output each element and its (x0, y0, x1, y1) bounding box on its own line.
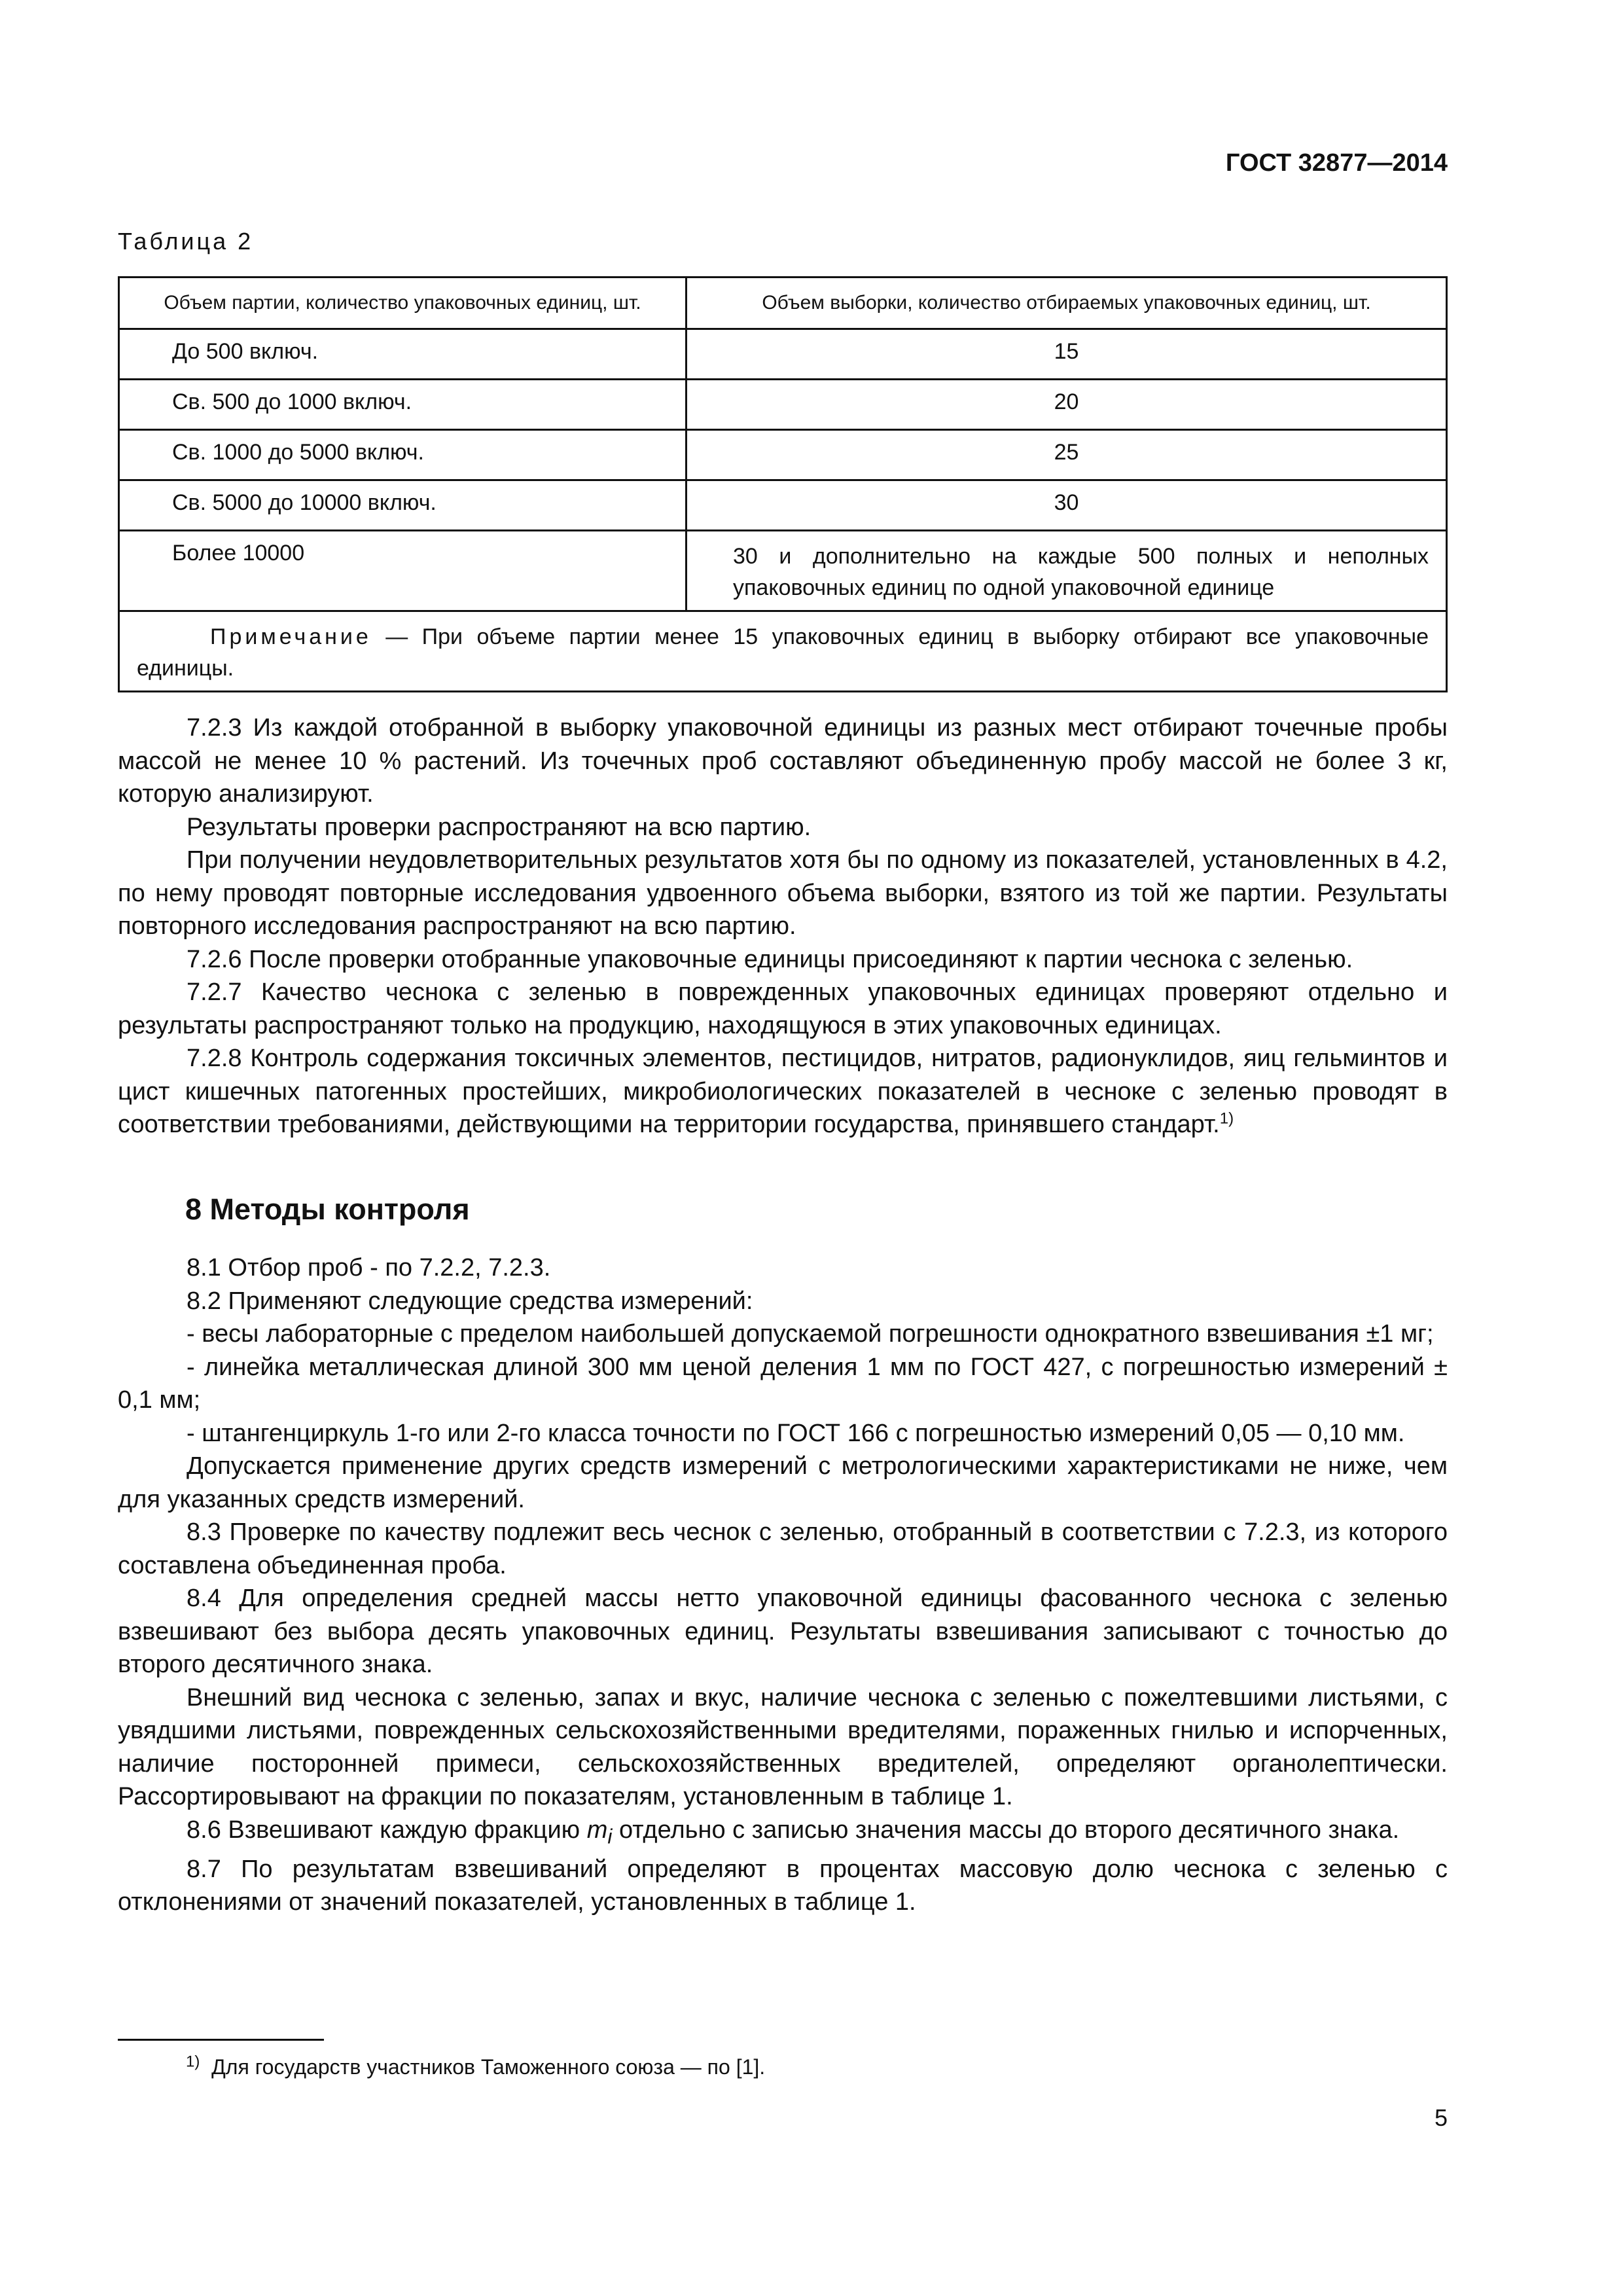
note-label: Примечание (210, 624, 372, 649)
sample-cell: 30 и дополнительно на каждые 500 полных и неполных упаковочных единиц по одной упаковочной единице (687, 531, 1447, 611)
paragraph-8-7: 8.7 По результатам взвешиваний определяют в процентах массовую долю чеснока с зеленью с отклонениями от значений показателей, установленных в таблице 1. (118, 1855, 1448, 1916)
sample-cell: 15 (687, 329, 1447, 380)
sample-cell: 30 (687, 480, 1447, 531)
footnote-divider (118, 2039, 324, 2041)
page-number: 5 (1434, 2104, 1448, 2131)
paragraph-8-6-start: 8.6 Взвешивают каждую фракцию (187, 1816, 587, 1844)
section-7-text (118, 711, 1448, 1141)
batch-cell: Св. 500 до 1000 включ. (119, 380, 687, 430)
column-header-batch: Объем партии, количество упаковочных единиц, шт. (119, 278, 687, 329)
section-8-text (118, 1251, 1448, 1919)
sample-cell: 20 (687, 380, 1447, 430)
batch-cell: Св. 5000 до 10000 включ. (119, 480, 687, 531)
document-code-header: ГОСТ 32877—2014 (1225, 149, 1448, 177)
table-note (119, 611, 1447, 692)
sample-cell: 25 (687, 430, 1447, 480)
table-row (119, 430, 1447, 480)
footnote-mark: 1) (186, 2053, 200, 2071)
table-note-row (119, 611, 1447, 692)
list-item-ruler: - линейка металлическая длиной 300 мм ценой деления 1 мм по ГОСТ 427, с погрешностью измерений ± 0,1 мм; (118, 1353, 1448, 1414)
list-item-scales: - весы лабораторные с пределом наибольшей допускаемой погрешности однократного взвешивания ±1 мг; (187, 1320, 1434, 1348)
table-row (119, 380, 1447, 430)
section-8-title: 8 Методы контроля (185, 1193, 470, 1226)
paragraph-appearance: Внешний вид чеснока с зеленью, запах и вкус, наличие чеснока с зеленью с пожелтевшими листьями, с увядшими листьями, поврежденных сельскохозяйственными вредителями, пораженных гнилью и испорченных, наличие посторонней примеси, сельскохозяйственных вредителей, определяют органолептически. Рассортировывают на фракции по показателям, установленным в таблице 1. (118, 1683, 1448, 1810)
table-header-row (119, 278, 1447, 329)
batch-cell: До 500 включ. (119, 329, 687, 380)
paragraph-7-2-8 (118, 1042, 1448, 1141)
note-text: — При объеме партии менее 15 упаковочных единиц в выборку отбирают все упаковочные единицы. (137, 624, 1429, 681)
footnote-text: Для государств участников Таможенного союза — по [1]. (211, 2055, 766, 2079)
paragraph-7-2-8-text: 7.2.8 Контроль содержания токсичных элементов, пестицидов, нитратов, радионуклидов, яиц гельминтов и цист кишечных патогенных простейших, микробиологических показателей в чесноке с зеленью проводят в соответствии требованиями, действующими на территории государства, принявшего стандарт. (118, 1045, 1448, 1138)
batch-cell: Более 10000 (119, 531, 687, 611)
paragraph-other-instruments: Допускается применение других средств измерений с метрологическими характеристиками не ниже, чем для указанных средств измерений. (118, 1452, 1448, 1513)
paragraph-7-2-6: 7.2.6 После проверки отобранные упаковочные единицы присоединяют к партии чеснока с зеленью. (187, 945, 1353, 973)
table-row (119, 329, 1447, 380)
column-header-sample: Объем выборки, количество отбираемых упаковочных единиц, шт. (687, 278, 1447, 329)
paragraph-7-2-7: 7.2.7 Качество чеснока с зеленью в поврежденных упаковочных единицах проверяют отдельно и результаты распространяют только на продукцию, находящуюся в этих упаковочных единицах. (118, 978, 1448, 1039)
paragraph-unsatisfactory: При получении неудовлетворительных результатов хотя бы по одному из показателей, установленных в 4.2, по нему проводят повторные исследования удвоенного объема выборки, взятого из той же партии. Результаты повторного исследования распространяют на всю партию. (118, 846, 1448, 940)
batch-cell: Св. 1000 до 5000 включ. (119, 430, 687, 480)
mass-variable: m (586, 1816, 608, 1844)
footnote (186, 2055, 765, 2079)
sample-size-table (118, 276, 1448, 692)
paragraph-8-6 (118, 1814, 1448, 1853)
list-item-caliper: - штангенциркуль 1-го или 2-го класса точности по ГОСТ 166 с погрешностью измерений 0,05 — 0,10 мм. (187, 1419, 1405, 1447)
paragraph-8-6-end: отдельно с записью значения массы до второго десятичного знака. (612, 1816, 1400, 1844)
footnote-reference: 1) (1219, 1109, 1234, 1128)
paragraph-8-2: 8.2 Применяют следующие средства измерений: (187, 1287, 753, 1315)
mass-variable-index: i (607, 1824, 613, 1848)
paragraph-8-3: 8.3 Проверке по качеству подлежит весь чеснок с зеленью, отобранный в соответствии с 7.2.3, из которого составлена объединенная проба. (118, 1518, 1448, 1579)
table-row (119, 480, 1447, 531)
paragraph-8-4: 8.4 Для определения средней массы нетто упаковочной единицы фасованного чеснока с зеленью взвешивают без выбора десять упаковочных единиц. Результаты взвешивания записывают с точностью до второго десятичного знака. (118, 1585, 1448, 1678)
table-row (119, 531, 1447, 611)
table-caption: Таблица 2 (118, 228, 254, 255)
paragraph-results: Результаты проверки распространяют на всю партию. (187, 813, 812, 841)
paragraph-8-1: 8.1 Отбор проб - по 7.2.2, 7.2.3. (187, 1254, 551, 1282)
paragraph-7-2-3: 7.2.3 Из каждой отобранной в выборку упаковочной единицы из разных мест отбирают точечные пробы массой не менее 10 % растений. Из точечных проб составляют объединенную пробу массой не более 3 кг, которую анализируют. (118, 714, 1448, 808)
